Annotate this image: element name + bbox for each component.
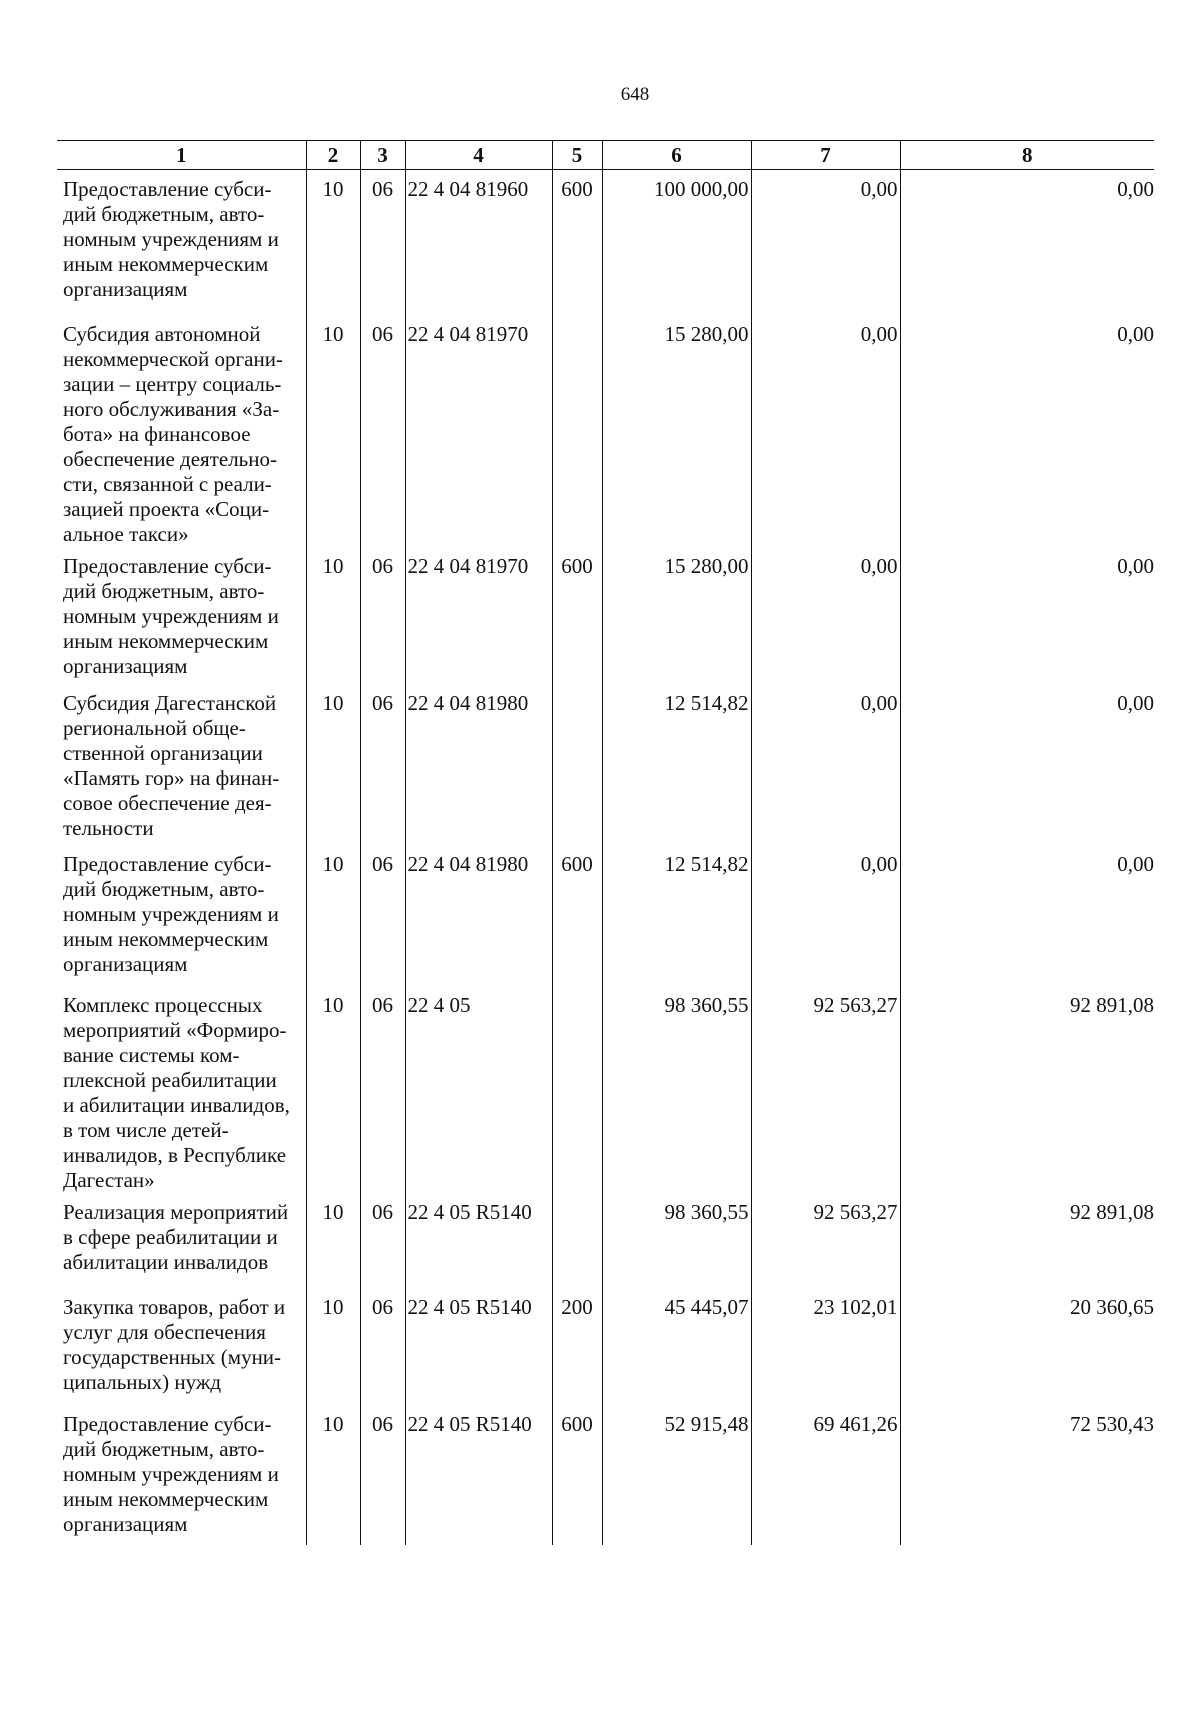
row-value-7: 23 102,01 — [751, 1288, 900, 1405]
table-row — [57, 1405, 1154, 1545]
row-subsection: 06 — [360, 1288, 405, 1405]
row-value-8: 92 891,08 — [900, 986, 1154, 1193]
row-section: 10 — [306, 986, 360, 1193]
table-row — [57, 1288, 1154, 1405]
row-subsection: 06 — [360, 986, 405, 1193]
row-name: Предоставление субси- дий бюджетным, авто- номным учреждениям и иным некоммерческим организациям — [63, 554, 279, 678]
row-value-7: 69 461,26 — [751, 1405, 900, 1545]
row-value-8: 0,00 — [900, 547, 1154, 684]
row-subsection: 06 — [360, 547, 405, 684]
row-name: Предоставление субси- дий бюджетным, авто- номным учреждениям и иным некоммерческим организациям — [63, 1412, 279, 1536]
row-value-7: 92 563,27 — [751, 1193, 900, 1288]
table-row — [57, 315, 1154, 547]
row-expense-type — [552, 986, 602, 1193]
row-target-code: 22 4 04 81980 — [405, 845, 552, 986]
row-value-8: 0,00 — [900, 170, 1154, 316]
row-subsection: 06 — [360, 1405, 405, 1545]
row-section: 10 — [306, 547, 360, 684]
budget-table — [57, 140, 1154, 1545]
row-value-8: 0,00 — [900, 845, 1154, 986]
table-row — [57, 684, 1154, 845]
row-subsection: 06 — [360, 170, 405, 316]
row-value-7: 0,00 — [751, 315, 900, 547]
row-section: 10 — [306, 315, 360, 547]
row-value-6: 52 915,48 — [602, 1405, 751, 1545]
row-subsection: 06 — [360, 1193, 405, 1288]
table-row — [57, 845, 1154, 986]
row-value-6: 45 445,07 — [602, 1288, 751, 1405]
table-row — [57, 170, 1154, 316]
column-header: 8 — [900, 141, 1154, 170]
row-value-8: 0,00 — [900, 684, 1154, 845]
row-section: 10 — [306, 1405, 360, 1545]
row-section: 10 — [306, 170, 360, 316]
row-expense-type: 600 — [552, 845, 602, 986]
column-header: 6 — [602, 141, 751, 170]
row-name: Субсидия автономной некоммерческой органи- зации – центру социаль- ного обслуживания «За- бота» на финансовое обеспечение деятельно- сти, связанной с реали- зацией проекта «Соци- альное такси» — [63, 322, 283, 546]
row-target-code: 22 4 04 81970 — [405, 547, 552, 684]
row-value-7: 0,00 — [751, 684, 900, 845]
row-value-6: 12 514,82 — [602, 684, 751, 845]
row-expense-type — [552, 1193, 602, 1288]
row-target-code: 22 4 05 — [405, 986, 552, 1193]
row-value-8: 20 360,65 — [900, 1288, 1154, 1405]
table-row — [57, 1193, 1154, 1288]
row-subsection: 06 — [360, 684, 405, 845]
row-name: Закупка товаров, работ и услуг для обеспечения государственных (муни- ципальных) нужд — [63, 1295, 286, 1394]
table-row — [57, 986, 1154, 1193]
header-row — [57, 141, 1154, 170]
row-target-code: 22 4 05 R5140 — [405, 1405, 552, 1545]
row-name: Предоставление субси- дий бюджетным, авто- номным учреждениям и иным некоммерческим организациям — [63, 177, 279, 301]
row-value-7: 0,00 — [751, 845, 900, 986]
row-value-8: 0,00 — [900, 315, 1154, 547]
row-target-code: 22 4 04 81960 — [405, 170, 552, 316]
row-name: Комплекс процессных мероприятий «Формиро- вание системы ком- плексной реабилитации и абилитации инвалидов, в том числе детей- инвалидов, в Республике Дагестан» — [63, 993, 290, 1192]
row-expense-type — [552, 315, 602, 547]
row-target-code: 22 4 04 81980 — [405, 684, 552, 845]
row-value-6: 100 000,00 — [602, 170, 751, 316]
row-value-6: 12 514,82 — [602, 845, 751, 986]
row-expense-type: 600 — [552, 170, 602, 316]
column-header: 4 — [405, 141, 552, 170]
row-expense-type — [552, 684, 602, 845]
row-value-6: 15 280,00 — [602, 547, 751, 684]
row-section: 10 — [306, 1193, 360, 1288]
row-value-6: 15 280,00 — [602, 315, 751, 547]
row-expense-type: 600 — [552, 547, 602, 684]
row-section: 10 — [306, 845, 360, 986]
row-subsection: 06 — [360, 845, 405, 986]
page-number: 648 — [620, 84, 650, 105]
row-name: Предоставление субси- дий бюджетным, авто- номным учреждениям и иным некоммерческим организациям — [63, 852, 279, 976]
row-expense-type: 600 — [552, 1405, 602, 1545]
row-name: Реализация мероприятий в сфере реабилитации и абилитации инвалидов — [63, 1200, 289, 1274]
row-value-7: 0,00 — [751, 170, 900, 316]
row-value-8: 92 891,08 — [900, 1193, 1154, 1288]
column-header: 2 — [306, 141, 360, 170]
row-section: 10 — [306, 684, 360, 845]
row-value-6: 98 360,55 — [602, 1193, 751, 1288]
table-row — [57, 547, 1154, 684]
row-target-code: 22 4 05 R5140 — [405, 1193, 552, 1288]
row-name: Субсидия Дагестанской региональной обще- ственной организации «Память гор» на финан- совое обеспечение дея- тельности — [63, 691, 280, 840]
row-target-code: 22 4 05 R5140 — [405, 1288, 552, 1405]
column-header: 5 — [552, 141, 602, 170]
column-header: 1 — [57, 141, 306, 170]
column-header: 7 — [751, 141, 900, 170]
column-header: 3 — [360, 141, 405, 170]
row-value-8: 72 530,43 — [900, 1405, 1154, 1545]
row-value-6: 98 360,55 — [602, 986, 751, 1193]
row-expense-type: 200 — [552, 1288, 602, 1405]
row-value-7: 92 563,27 — [751, 986, 900, 1193]
row-target-code: 22 4 04 81970 — [405, 315, 552, 547]
row-subsection: 06 — [360, 315, 405, 547]
row-value-7: 0,00 — [751, 547, 900, 684]
row-section: 10 — [306, 1288, 360, 1405]
